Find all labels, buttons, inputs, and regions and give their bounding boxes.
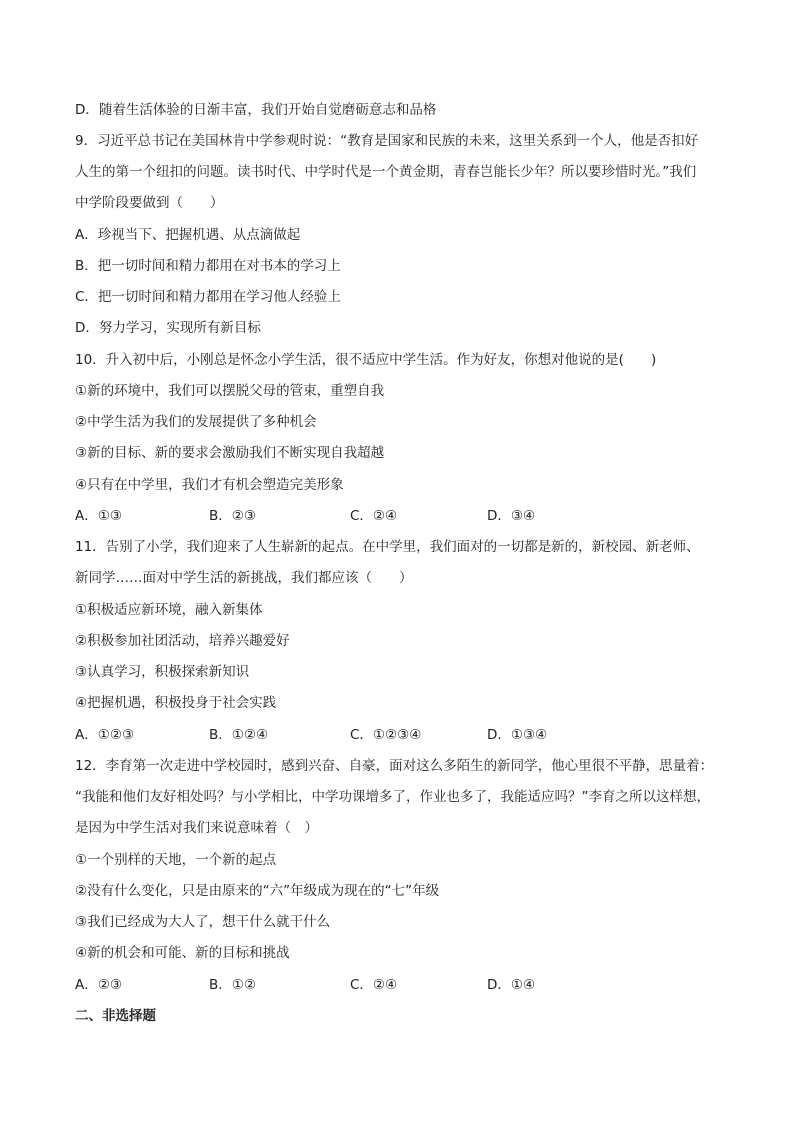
q11-item-3: ③认真学习，积极探索新知识 xyxy=(75,664,250,680)
q10-stem: 10．升入初中后，小刚总是怀念小学生活，很不适应中学生活。作为好友，你想对他说的是( ) xyxy=(75,352,657,368)
q11-item-2: ②积极参加社团活动，培养兴趣爱好 xyxy=(75,633,290,649)
q12-option-d: D．①④ xyxy=(487,977,536,993)
q12-option-b: B．①② xyxy=(209,977,256,993)
q12-options xyxy=(75,976,725,994)
q9-stem-line-1: 9．习近平总书记在美国林肯中学参观时说：“教育是国家和民族的未来，这里关系到一个人，他是否扣好 xyxy=(75,133,699,149)
q12-stem-line-3: 是因为中学生活对我们来说意味着（ ） xyxy=(75,820,318,836)
q11-option-a: A．①②③ xyxy=(75,727,135,743)
q9-option-d: D．努力学习，实现所有新目标 xyxy=(75,320,261,336)
q10-option-a: A．①③ xyxy=(75,508,122,524)
q11-stem-line-2: 新同学……面对中学生活的新挑战，我们都应该（ ） xyxy=(75,570,413,586)
q11-item-4: ④把握机遇，积极投身于社会实践 xyxy=(75,695,277,711)
q12-item-1: ①一个别样的天地，一个新的起点 xyxy=(75,852,277,868)
q11-item-1: ①积极适应新环境，融入新集体 xyxy=(75,602,263,618)
q9-option-b: B．把一切时间和精力都用在对书本的学习上 xyxy=(75,258,341,274)
q9-stem-line-2: 人生的第一个纽扣的问题。读书时代、中学时代是一个黄金期，青春岂能长少年？所以要珍惜时光。”我们 xyxy=(75,164,697,180)
q10-option-d: D．③④ xyxy=(487,508,536,524)
q12-item-2: ②没有什么变化，只是由原来的“六”年级成为现在的“七”年级 xyxy=(75,883,440,899)
q10-item-1: ①新的环境中，我们可以摆脱父母的管束，重塑自我 xyxy=(75,383,385,399)
q10-item-2: ②中学生活为我们的发展提供了多种机会 xyxy=(75,414,317,430)
q12-option-a: A．②③ xyxy=(75,977,122,993)
q11-option-c: C．①②③④ xyxy=(350,727,422,743)
section-heading-non-choice: 二、非选择题 xyxy=(75,1008,156,1024)
q12-option-c: C．②④ xyxy=(350,977,398,993)
q11-stem-line-1: 11．告别了小学，我们迎来了人生崭新的起点。在中学里，我们面对的一切都是新的，新校园、新老师、 xyxy=(75,539,700,555)
q8-option-d: D．随着生活体验的日渐丰富，我们开始自觉磨砺意志和品格 xyxy=(75,102,437,118)
q11-option-d: D．①③④ xyxy=(487,727,548,743)
q12-item-4: ④新的机会和可能、新的目标和挑战 xyxy=(75,945,290,961)
q12-stem-line-2: “我能和他们友好相处吗？与小学相比，中学功课增多了，作业也多了，我能适应吗？”李育之所以这样想， xyxy=(75,789,710,805)
q10-item-4: ④只有在中学里，我们才有机会塑造完美形象 xyxy=(75,477,344,493)
q12-stem-line-1: 12．李育第一次走进中学校园时，感到兴奋、自豪，面对这么多陌生的新同学，他心里很不平静，思量着： xyxy=(75,758,714,774)
q10-options xyxy=(75,507,725,525)
q10-item-3: ③新的目标、新的要求会激励我们不断实现自我超越 xyxy=(75,445,385,461)
q10-option-c: C．②④ xyxy=(350,508,398,524)
q11-options xyxy=(75,726,725,744)
q10-option-b: B．②③ xyxy=(209,508,256,524)
q9-stem-line-3: 中学阶段要做到（ ） xyxy=(75,195,224,211)
q12-item-3: ③我们已经成为大人了，想干什么就干什么 xyxy=(75,914,331,930)
q9-option-a: A．珍视当下、把握机遇、从点滴做起 xyxy=(75,227,301,243)
q11-option-b: B．①②④ xyxy=(209,727,269,743)
q9-option-c: C．把一切时间和精力都用在学习他人经验上 xyxy=(75,289,341,305)
